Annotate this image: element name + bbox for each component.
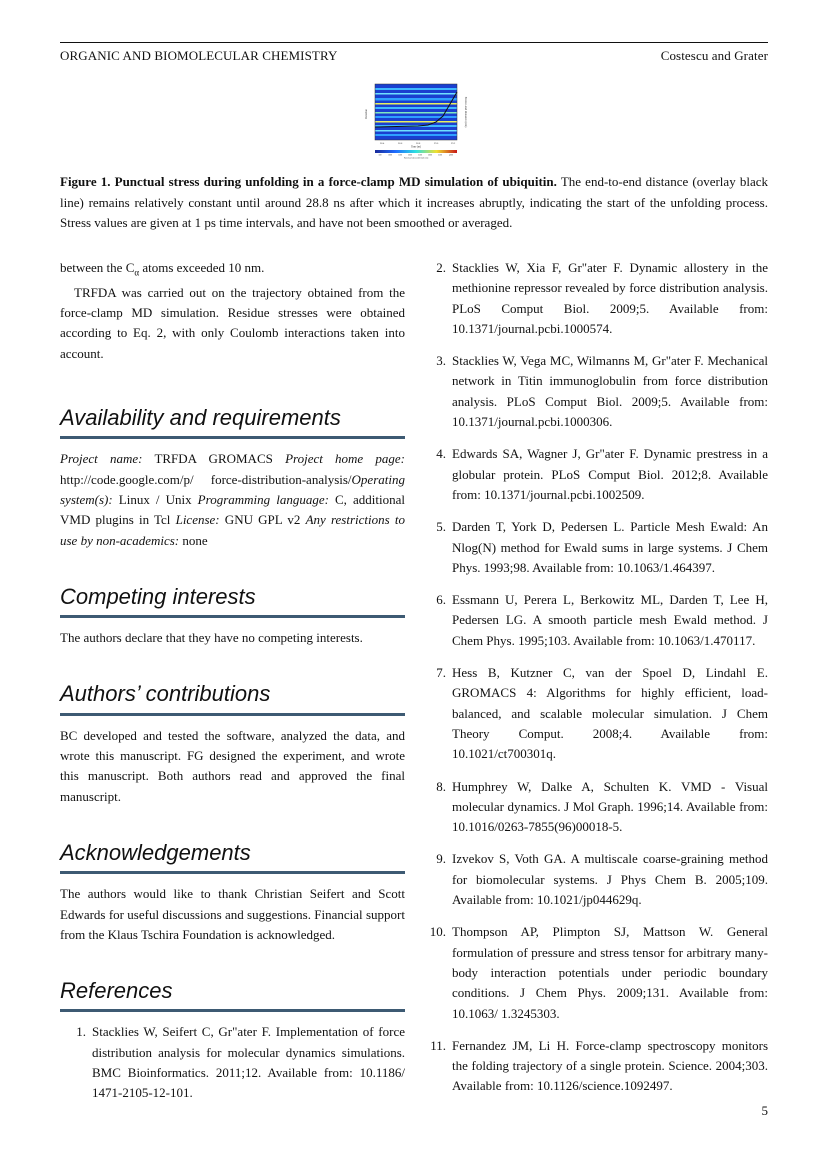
reference-text: Darden T, York D, Pedersen L. Particle Mesh Ewald: An Nlog(N) method for Ewald sums in large systems. J Chem Phys. 1993;98. Available from: 10.1063/1.464397. — [452, 519, 768, 575]
reference-item — [420, 517, 768, 578]
reference-number: 3. — [436, 353, 446, 369]
colorbar-tick-label: 3000 — [428, 154, 432, 157]
field-label: Any restrictions to use by non-academics: — [60, 512, 405, 548]
colorbar-tick-label: 500 — [378, 154, 382, 157]
reference-number: 2. — [436, 260, 446, 275]
figure-1-heatmap — [358, 82, 468, 160]
section-heading: Competing interests — [60, 587, 405, 618]
reference-item — [420, 590, 768, 651]
section-heading: Availability and requirements — [60, 408, 405, 439]
reference-text: Essmann U, Perera L, Berkowitz ML, Darden T, Lee H, Pedersen LG. A smooth particle mesh Ewald method. J Chem Phys. 1995;103. Available from: 10.1063/1.470117. — [452, 592, 768, 648]
right-column — [420, 258, 768, 1109]
field-label: Project name: — [60, 451, 143, 467]
section-competing-interests — [60, 583, 405, 649]
para-text: between the C — [60, 260, 135, 275]
x-tick-label: 29.0 — [433, 142, 439, 145]
caption-title: Figure 1. Punctual stress during unfolding in a force-clamp MD simulation of ubiquitin. — [60, 174, 557, 189]
availability-text — [60, 449, 405, 550]
competing-text: The authors declare that they have no competing interests. — [60, 630, 363, 646]
colorbar-label: Punctual stress (kJ/mol nm) — [403, 157, 429, 160]
reference-number: 11. — [430, 1037, 446, 1053]
left-column — [60, 258, 405, 1116]
colorbar-tick-label: 2500 — [418, 154, 422, 157]
contributions-text: BC developed and tested the software, analyzed the data, and wrote this manuscript. FG designed the experiment, and wrote this manuscript. Both authors read and approved the final manuscript. — [60, 727, 405, 804]
x-axis-label: Time (ns) — [410, 145, 422, 149]
reference-number: 10. — [429, 924, 446, 940]
reference-text: Thompson AP, Plimpton SJ, Mattson W. General formulation of pressure and stress tensor for arbitrary many-body interaction potentials under periodic boundary conditions. J Chem Phys. 2009;131. Available from: 10.1063/ 1.3245303. — [452, 924, 768, 1021]
colorbar-ticks — [379, 155, 454, 157]
reference-number: 1. — [76, 1024, 86, 1040]
reference-item — [60, 1022, 405, 1103]
section-heading: References — [60, 981, 405, 1012]
section-acknowledgements — [60, 839, 405, 945]
reference-number: 5. — [436, 519, 446, 535]
reference-text: Izvekov S, Voth GA. A multiscale coarse-graining method for biomolecular systems. J Phys Chem B. 2005;109. Available from: 10.1021/jp044629q. — [452, 851, 768, 908]
y2-axis-label: End-to-end distance (nm) — [464, 96, 468, 128]
reference-number: 4. — [436, 446, 446, 462]
reference-number: 9. — [436, 851, 446, 867]
field-value: C, additional VMD plugins in Tcl — [60, 491, 405, 528]
reference-item — [420, 922, 768, 1023]
reference-item — [420, 1036, 768, 1097]
field-value: none — [179, 532, 208, 548]
colorbar-tick-label: 1000 — [388, 154, 392, 157]
field-label: Project home page: — [285, 451, 406, 467]
x-tick-label: 29.2 — [450, 142, 456, 145]
section-heading: Authors’ contributions — [60, 684, 405, 715]
reference-text: Stacklies W, Xia F, Gr"ater F. Dynamic allostery in the methionine repressor revealed by force distribution analysis. PLoS Comput Biol. 2009;5. Available from: 10.1371/journal.pcbi.1000574. — [452, 260, 768, 336]
paragraph-trfda: TRFDA was carried out on the trajectory obtained from the force-clamp MD simulation. Residue stresses were obtained according to Eq. 2, with only Coulomb interactions taken into account. — [60, 284, 405, 361]
colorbar — [375, 150, 457, 153]
acknowledgements-text: The authors would like to thank Christian Seifert and Scott Edwards for useful discussions and suggestions. Financial support from the Klaus Tschira Foundation is acknowledged. — [60, 886, 405, 942]
field-label: License: — [175, 512, 220, 528]
paragraph-continuation — [60, 258, 405, 283]
reference-number: 8. — [436, 778, 446, 794]
reference-number: 6. — [436, 592, 446, 608]
para-text: atoms exceeded 10 nm. — [139, 260, 265, 275]
section-heading: Acknowledgements — [60, 843, 405, 874]
reference-item — [420, 351, 768, 432]
x-tick-label: 28.4 — [379, 142, 385, 145]
y-axis-label: Residue — [364, 109, 368, 119]
colorbar-tick-label: 3500 — [438, 154, 442, 157]
journal-name: ORGANIC AND BIOMOLECULAR CHEMISTRY — [60, 48, 338, 63]
page-number: 5 — [761, 1103, 768, 1118]
reference-item — [420, 444, 768, 505]
field-label: Programming language: — [197, 491, 329, 507]
field-label: Operating system(s): — [60, 471, 405, 507]
section-authors-contributions — [60, 681, 405, 806]
reference-number: 7. — [436, 665, 446, 681]
field-value: GNU GPL v2 — [219, 512, 306, 528]
field-value: TRFDA GROMACS — [142, 451, 286, 467]
reference-text: Fernandez JM, Li H. Force-clamp spectroscopy monitors the folding trajectory of a single protein. Science. 2004;303. Available from: 10.1126/science.1092497. — [452, 1037, 768, 1094]
reference-text: Hess B, Kutzner C, van der Spoel D, Lindahl E. GROMACS 4: Algorithms for highly efficient, load-balanced, and scalable molecular simulation. J Chem Theory Comput. 2008;4. Available from: 10.1021/ct700301q. — [452, 665, 768, 762]
section-availability — [60, 405, 406, 551]
reference-text: Stacklies W, Vega MC, Wilmanns M, Gr"ater F. Mechanical network in Titin immunoglobulin from force distribution analysis. PLoS Comput Biol. 2009;5. Available from: 10.1371/journal.pcbi.1000306. — [452, 353, 768, 430]
header-authors: Costescu and Grater — [660, 48, 768, 63]
reference-item — [420, 849, 768, 910]
colorbar-tick-label: 1500 — [398, 154, 402, 157]
x-tick-label: 28.6 — [397, 142, 403, 145]
caption-body: The end-to-end distance (overlay black line) remains relatively constant until around 28.8 ns after which it increases abruptly, indicating the start of the unfolding process. Stress values are given at 1 ps time intervals, and have not been smoothed or averaged. — [60, 174, 768, 230]
reference-text: Humphrey W, Dalke A, Schulten K. VMD - Visual molecular dynamics. J Mol Graph. 1996;14. Available from: 10.1016/0263-7855(96)00018-5. — [452, 778, 768, 835]
reference-text: Stacklies W, Seifert C, Gr"ater F. Implementation of force distribution analysis for molecular dynamics simulations. BMC Bioinformatics. 2011;12. Available from: 10.1186/ 1471-2105-12-101. — [92, 1024, 405, 1101]
x-tick-label: 28.8 — [415, 142, 421, 145]
reference-item — [420, 258, 768, 339]
figure-caption — [60, 172, 768, 234]
reference-item — [420, 777, 768, 838]
section-references — [60, 978, 405, 1103]
colorbar-tick-label: 2000 — [408, 154, 412, 157]
reference-item — [420, 663, 768, 764]
colorbar-tick-label: 4000 — [449, 154, 453, 157]
field-value: Linux / Unix — [112, 491, 198, 507]
alpha-subscript: α — [134, 267, 140, 278]
project-url: http://code.google.com/p/ force-distribution-analysis/ — [60, 471, 352, 487]
running-header — [60, 42, 768, 64]
heatmap-svg — [358, 82, 468, 160]
reference-text: Edwards SA, Wagner J, Gr"ater F. Dynamic prestress in a globular protein. PLoS Comput Biol. 2012;8. Available from: 10.1371/journal.pcbi.1002509. — [452, 446, 768, 502]
